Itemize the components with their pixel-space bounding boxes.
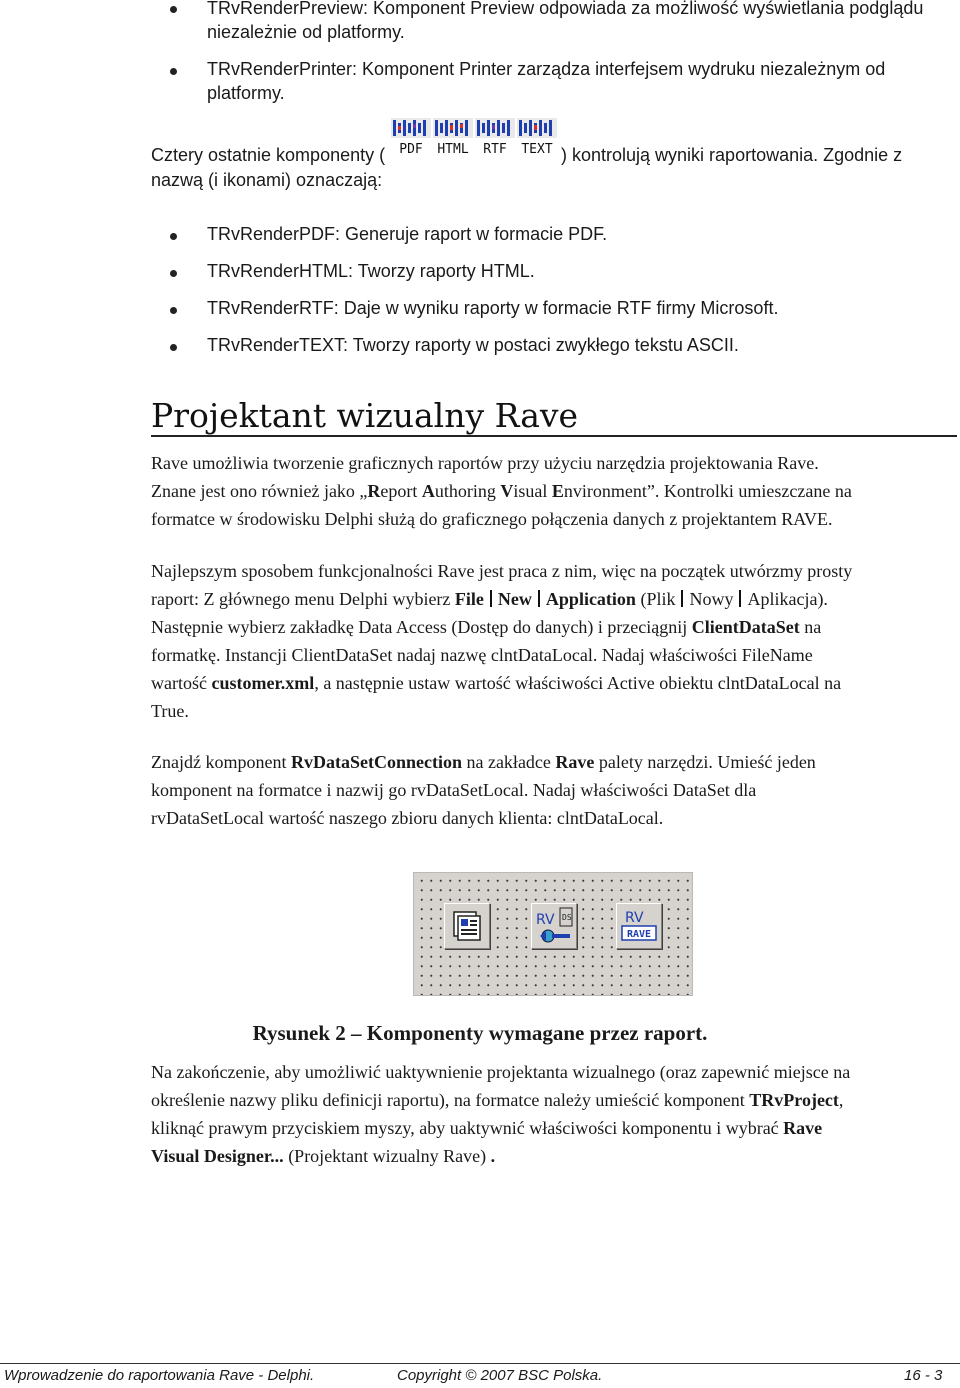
para2-text: raport: Z głównego menu Delphi wybierz [151, 589, 455, 609]
para3-text: palety narzędzi. Umieść jeden [594, 752, 816, 772]
para4-line4 [151, 1146, 495, 1167]
para2-line4: formatkę. Instancji ClientDataSet nadaj nazwę clntDataLocal. Nadaj właściwości FileName [151, 645, 813, 665]
para3-bold: Rave [555, 752, 595, 772]
figure-caption: Rysunek 2 – Komponenty wymagane przez raport. [252, 1021, 708, 1045]
svg-text:HTML: HTML [437, 142, 469, 157]
para2-bold: ClientDataSet [691, 617, 800, 637]
footer-rule [0, 1363, 960, 1364]
bullet-dot [170, 270, 177, 277]
para3-text: na zakładce [461, 752, 556, 772]
bullet-dot [170, 307, 177, 314]
menu-separator [538, 590, 540, 607]
svg-text:RAVE: RAVE [626, 929, 652, 940]
bullet-printer-line2: platformy. [207, 83, 285, 103]
intro-after-icons: ) kontrolują wyniki raportowania. Zgodnie z [561, 145, 903, 165]
para4-text: określenie nazwy pliku definicji raportu), na formatce należy umieścić komponent [151, 1090, 750, 1110]
rvsystem-component[interactable] [616, 903, 662, 949]
para1-text: eport [380, 481, 422, 501]
para3-line3: rvDataSetLocal wartość naszego zbioru danych klienta: clntDataLocal. [151, 808, 664, 828]
bullet-preview-line1: TRvRenderPreview: Komponent Preview odpowiada za możliwość wyświetlania podglądu [207, 0, 924, 18]
bullet-render-rtf: TRvRenderRTF: Daje w wyniku raporty w formacie RTF firmy Microsoft. [207, 298, 779, 318]
para2-bold: customer.xml [211, 673, 315, 693]
intro-line2: nazwą (i ikonami) oznaczają: [151, 170, 383, 190]
bullet-render-text: TRvRenderTEXT: Tworzy raporty w postaci zwykłego tekstu ASCII. [207, 335, 739, 355]
footer-left: Wprowadzenie do raportowania Rave - Delphi. [4, 1367, 315, 1384]
rvdatasetconnection-component[interactable] [531, 903, 577, 949]
intro-before-icons: Cztery ostatnie komponenty ( [151, 145, 386, 165]
svg-text:PDF: PDF [399, 142, 423, 157]
menu-separator [681, 590, 683, 607]
bullet-render-html: TRvRenderHTML: Tworzy raporty HTML. [207, 261, 535, 281]
para4-text: (Projektant wizualny Rave) [283, 1146, 487, 1166]
bullet-dot [170, 68, 177, 75]
para2-line3 [151, 617, 821, 638]
heading-underline [151, 435, 957, 437]
para1-line1: Rave umożliwia tworzenie graficznych raportów przy użyciu narzędzia projektowania Rave. [151, 453, 819, 473]
render-components-icon-strip [389, 115, 559, 159]
para4-bold: . [490, 1146, 496, 1166]
para1-text: Znane jest ono również jako „ [151, 481, 368, 501]
para4-line1: Na zakończenie, aby umożliwić uaktywnienie projektanta wizualnego (oraz zapewnić miejsce na [151, 1062, 851, 1082]
section-heading: Projektant wizualny Rave [151, 396, 579, 435]
text-render-icon [517, 118, 557, 157]
footer-page-number: 16 - 3 [904, 1367, 943, 1384]
html-render-icon [433, 118, 473, 157]
para2-text: Aplikacja). [747, 589, 828, 609]
dataset-connection-icon [532, 904, 576, 948]
bullet-printer-line1: TRvRenderPrinter: Komponent Printer zarządza interfejsem wydruku niezależnym od [207, 59, 886, 79]
para1-text: nvironment”. Kontrolki umieszczane na [563, 481, 852, 501]
bullet-dot [170, 233, 177, 240]
para3-line2: komponent na formatce i nazwij go rvDataSetLocal. Nadaj właściwości DataSet dla [151, 780, 757, 800]
menu-file: File [454, 589, 484, 609]
para1-text: isual [513, 481, 552, 501]
para4-bold: TRvProject [749, 1090, 839, 1110]
para4-bold: Visual Designer... [151, 1146, 284, 1166]
para2-line5 [151, 673, 841, 694]
project-icon [445, 904, 489, 948]
para1-bold-letter: R [367, 481, 381, 501]
para1-bold-letter: E [551, 481, 564, 501]
para1-line2 [151, 481, 852, 502]
bullet-render-pdf: TRvRenderPDF: Generuje raport w formacie PDF. [207, 224, 608, 244]
bullet-dot [170, 344, 177, 351]
svg-text:RV: RV [625, 910, 644, 926]
para2-text: , a następnie ustaw wartość właściwości Active obiektu clntDataLocal na [314, 673, 842, 693]
para4-line3 [151, 1118, 822, 1139]
delphi-form-figure [413, 872, 693, 996]
svg-text:RTF: RTF [483, 142, 507, 157]
para3-bold: RvDataSetConnection [290, 752, 462, 772]
para4-text: , [838, 1090, 844, 1110]
para2-text: (Plik [640, 589, 676, 609]
menu-separator [739, 590, 741, 607]
bullet-dot [170, 6, 177, 13]
para3-text: Znajdź komponent [151, 752, 291, 772]
menu-application: Application [545, 589, 636, 609]
para4-bold: Rave [783, 1118, 823, 1138]
menu-separator [490, 590, 492, 607]
para1-bold-letter: A [421, 481, 435, 501]
para4-text: kliknąć prawym przyciskiem myszy, aby uaktywnić właściwości komponentu i wybrać [151, 1118, 784, 1138]
para1-line3: formatce w środowisku Delphi służą do graficznego połączenia danych z projektantem RAVE. [151, 509, 833, 529]
para1-bold-letter: V [500, 481, 514, 501]
rtf-render-icon [475, 118, 515, 157]
para4-line2 [151, 1090, 843, 1111]
svg-text:RV: RV [536, 912, 555, 928]
svg-text:DS: DS [562, 913, 572, 922]
footer-copyright: Copyright © 2007 BSC Polska. [397, 1367, 603, 1384]
para3-line1 [151, 752, 816, 773]
para2-text: Nowy [689, 589, 734, 609]
bullet-preview-line2: niezależnie od platformy. [207, 22, 405, 42]
svg-text:TEXT: TEXT [521, 142, 553, 157]
para2-text: wartość [151, 673, 212, 693]
rvproject-component[interactable] [444, 903, 490, 949]
pdf-render-icon [391, 118, 431, 157]
para1-text: uthoring [434, 481, 501, 501]
para2-line2 [151, 589, 828, 610]
para2-line1: Najlepszym sposobem funkcjonalności Rave jest praca z nim, więc na początek utwórzmy prosty [151, 561, 853, 581]
para2-text: Następnie wybierz zakładkę Data Access (Dostęp do danych) i przeciągnij [151, 617, 692, 637]
para2-text: na [799, 617, 822, 637]
rave-system-icon [617, 904, 661, 948]
para2-line6: True. [151, 701, 189, 721]
menu-new: New [497, 589, 532, 609]
